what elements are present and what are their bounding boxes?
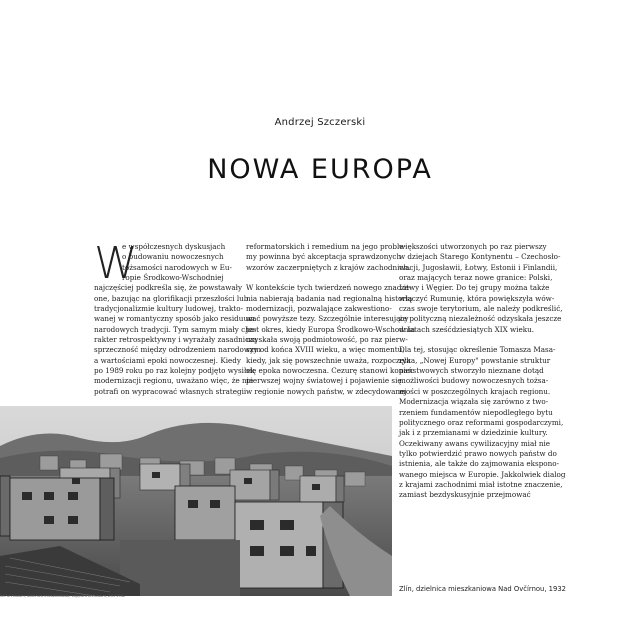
text-line: istnienia, ale także do zajmowania ekspono- <box>399 459 560 469</box>
paragraph <box>94 238 261 397</box>
text-line: wanego miejsca w Europie. Jakkolwiek dialog <box>399 469 566 479</box>
text-line: nia nabierają badania nad regionalną historią <box>246 293 413 303</box>
text-line: większości utworzonych po raz pierwszy <box>399 242 547 251</box>
text-line: wanej w romantyczny sposób jako residuum <box>94 314 255 324</box>
text-column-3 <box>399 242 566 511</box>
historic-photo <box>0 406 392 596</box>
text-line: jak i z przemianami w dziedzinie kultury. <box>399 428 548 438</box>
text-line: Dla tej, stosując określenie Tomasza Masa- <box>399 345 556 355</box>
text-line: z krajami zachodnimi miał istotne znaczenie, <box>399 479 563 489</box>
paragraph <box>399 242 563 335</box>
photo-caption: Zlín, dzielnica mieszkaniowa Nad Ovčírnou, 1932 <box>399 585 566 593</box>
text-line: sprzeczność między odrodzeniem narodowym <box>94 345 261 355</box>
author-name: Andrzej Szczerski <box>274 117 366 128</box>
text-line: mości w poszczególnych krajach regionu. <box>399 386 551 396</box>
text-line: one, bazując na glorifikacji przeszłości lub <box>94 293 249 303</box>
text-line: rakter retrospektywny i wyrażały zasadniczą <box>94 335 258 345</box>
photo-image <box>0 406 392 596</box>
text-line: narodowych tradycji. Tym samym miały cha- <box>94 324 257 334</box>
text-line: wać powyższe tezy. Szczególnie interesujący <box>246 314 409 324</box>
text-line: e współczesnych dyskusjach <box>122 242 226 251</box>
text-line: politycznego oraz reformami gospodarczymi, <box>399 417 564 427</box>
text-line: najczęściej podkreśla się, że powstawały <box>94 283 243 293</box>
text-line: modernizacji, pozwalające zakwestiono- <box>246 304 392 314</box>
text-line: modernizacji regionu, uważano więc, że nie <box>94 376 254 386</box>
text-line: po 1989 roku po raz kolejny podjęto wysiłek <box>94 366 255 376</box>
text-line: my powinna być akceptacja sprawdzonych <box>246 252 402 262</box>
text-column-1 <box>94 238 261 408</box>
text-line: w dziejach Starego Kontynentu – Czechosło- <box>399 252 561 262</box>
text-line: państwowych stworzyło nieznane dotąd <box>399 366 544 376</box>
text-line: jest okres, kiedy Europa Środkowo-Wschodnia <box>246 324 415 334</box>
text-line: uzyskała swoją podmiotowość, po raz pierw- <box>246 335 408 345</box>
text-line: ryka, „Nowej Europy" powstanie struktur <box>399 355 551 365</box>
text-line: potrafi on wypracować własnych strategii <box>94 386 247 396</box>
text-line: się epoka nowoczesna. Cezurę stanowi koniec <box>246 366 414 376</box>
paragraph <box>246 242 411 273</box>
paragraph <box>399 345 566 500</box>
text-line: ropie Środkowo-Wschodniej <box>122 273 224 283</box>
text-line: tradycjonalizmie kultury ludowej, trakto- <box>94 304 244 314</box>
text-line: kiedy, jak się powszechnie uważa, rozpoczęła <box>246 355 411 365</box>
text-line: wacji, Jugosławii, Łotwy, Estonii i Finlandii, <box>399 262 558 272</box>
text-line: oraz mających teraz nowe granice: Polski, <box>399 273 553 283</box>
photo-credit: fot. archiwum, dzielnica mieszkaniowa, zdjęcie z archiwum, Zlín 1932 <box>0 594 126 598</box>
drop-cap: W <box>94 238 138 289</box>
text-line: tylko potwierdzić prawo nowych państw do <box>399 448 557 458</box>
text-column-2 <box>246 242 415 408</box>
text-line: reformatorskich i remedium na jego proble- <box>246 242 406 251</box>
text-line: o budowaniu nowoczesnych <box>122 252 224 262</box>
paragraph <box>246 283 415 397</box>
text-line: szy od końca XVIII wieku, a więc momentu, <box>246 345 405 355</box>
article-title: NOWA EUROPA <box>207 154 433 185</box>
text-line: tożsamości narodowych w Eu- <box>122 262 232 272</box>
text-line: Litwy i Węgier. Do tej grupy można także <box>399 283 550 293</box>
text-line: wzorów zaczerpniętych z krajów zachodnich. <box>246 262 411 272</box>
text-line: możliwości budowy nowoczesnych tożsa- <box>399 376 549 386</box>
text-line: Oczekiwany awans cywilizacyjny miał nie <box>399 438 551 448</box>
text-line: W kontekście tych twierdzeń nowego znacze- <box>246 283 412 293</box>
text-line: w regionie nowych państw, w zdecydowanej <box>246 386 407 396</box>
text-line: pierwszej wojny światowej i pojawienie się <box>246 376 402 386</box>
text-line: w latach sześćdziesiątych XIX wieku. <box>399 324 535 334</box>
text-line: zamiast bezdyskusyjnie przejmować <box>399 490 531 500</box>
text-line: a wartościami epoki nowoczesnej. Kiedy <box>94 355 241 365</box>
text-line: Modernizacja wiązała się zarówno z two- <box>399 397 549 407</box>
text-line: włączyć Rumunię, która powiększyła wów- <box>399 293 555 303</box>
text-line: rzeniem fundamentów niepodległego bytu <box>399 407 553 417</box>
text-line: czas swoje terytorium, ale należy podkreślić, <box>399 304 563 314</box>
text-line: że polityczną niezależność odzyskała jeszcze <box>399 314 562 324</box>
